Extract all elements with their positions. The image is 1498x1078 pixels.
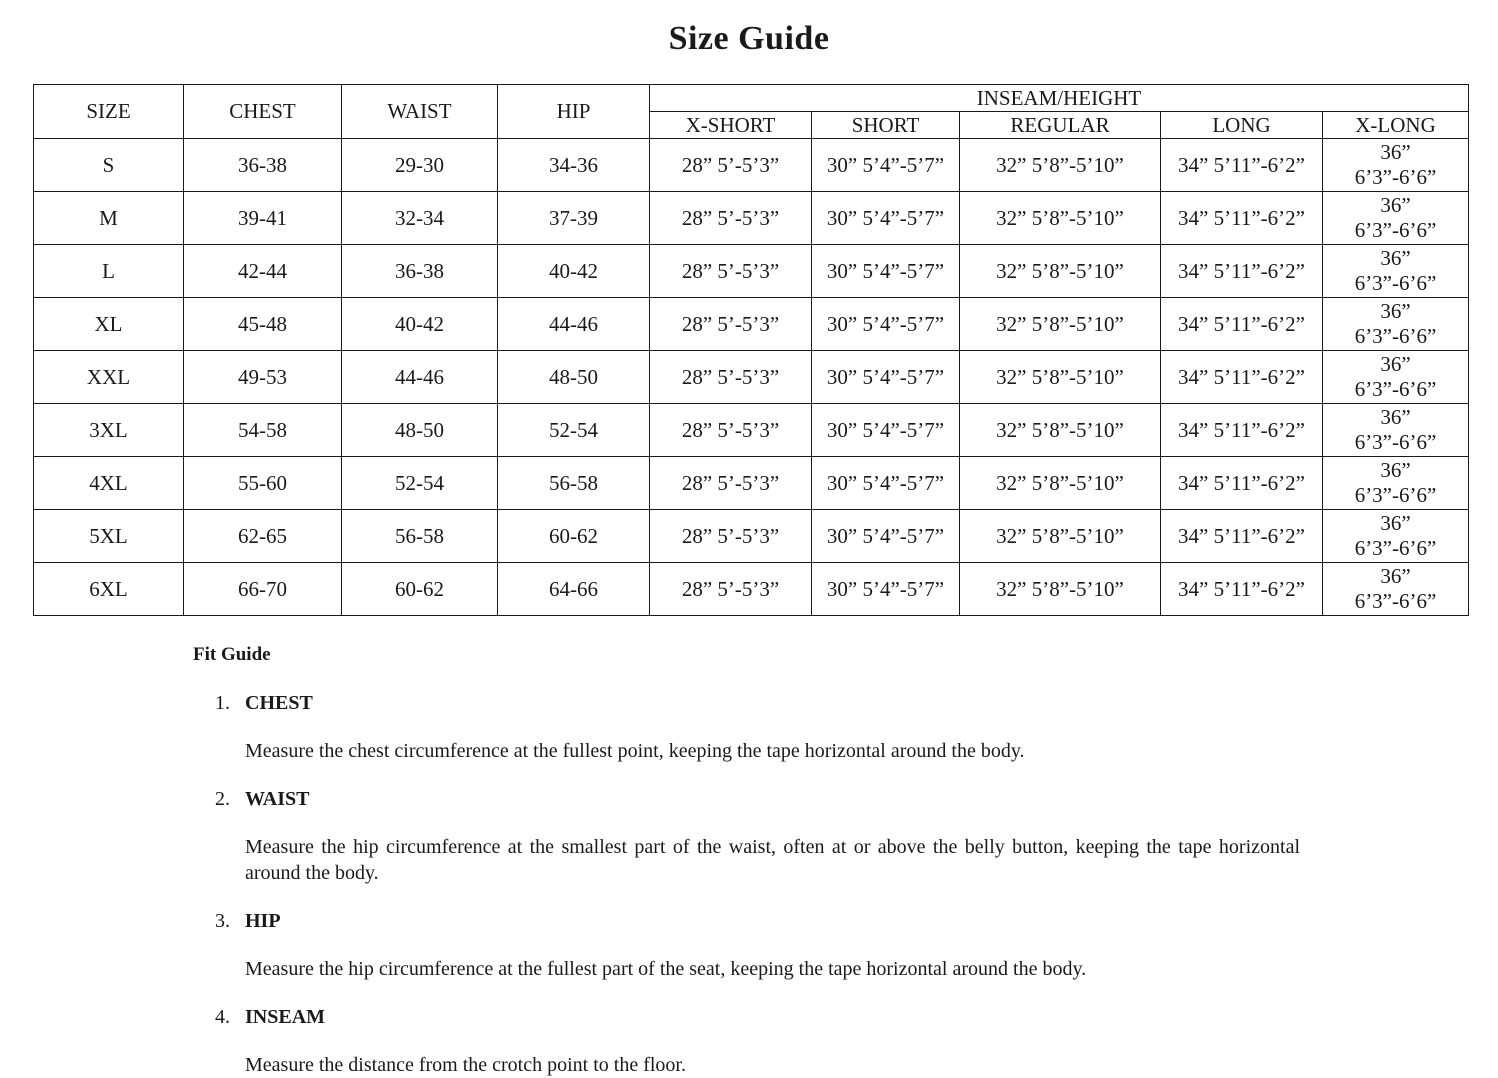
table-cell-chest: 62-65 <box>184 510 342 563</box>
fit-item-chest <box>215 690 1498 716</box>
table-cell-hip: 64-66 <box>498 563 650 616</box>
table-cell-waist: 56-58 <box>342 510 498 563</box>
table-cell-short: 30” 5’4”-5’7” <box>812 404 960 457</box>
column-header-chest: CHEST <box>184 85 342 139</box>
column-header-x-short: X-SHORT <box>650 112 812 139</box>
fit-item-inseam <box>215 1004 1498 1030</box>
column-header-x-long: X-LONG <box>1323 112 1469 139</box>
table-cell-size: L <box>34 245 184 298</box>
table-cell-xshort: 28” 5’-5’3” <box>650 563 812 616</box>
table-cell-chest: 49-53 <box>184 351 342 404</box>
page-title: Size Guide <box>668 20 830 57</box>
fit-item-hip <box>215 908 1498 934</box>
table-cell-size: S <box>34 139 184 192</box>
table-cell-xlong: 36” 6’3”-6’6” <box>1323 563 1469 616</box>
table-header <box>34 85 1469 139</box>
table-cell-short: 30” 5’4”-5’7” <box>812 139 960 192</box>
table-cell-xshort: 28” 5’-5’3” <box>650 351 812 404</box>
table-cell-short: 30” 5’4”-5’7” <box>812 510 960 563</box>
table-row <box>34 510 1469 563</box>
table-cell-short: 30” 5’4”-5’7” <box>812 563 960 616</box>
table-cell-long: 34” 5’11”-6’2” <box>1161 192 1323 245</box>
column-header-inseam-height: INSEAM/HEIGHT <box>650 85 1469 112</box>
table-cell-hip: 52-54 <box>498 404 650 457</box>
table-cell-chest: 39-41 <box>184 192 342 245</box>
table-cell-chest: 36-38 <box>184 139 342 192</box>
table-cell-xlong: 36” 6’3”-6’6” <box>1323 192 1469 245</box>
table-cell-hip: 60-62 <box>498 510 650 563</box>
table-cell-xshort: 28” 5’-5’3” <box>650 245 812 298</box>
table-cell-hip: 48-50 <box>498 351 650 404</box>
fit-item-description-hip: Measure the hip circumference at the fullest part of the seat, keeping the tape horizontal around the body. <box>245 958 1087 980</box>
table-cell-xlong: 36” 6’3”-6’6” <box>1323 298 1469 351</box>
table-cell-long: 34” 5’11”-6’2” <box>1161 139 1323 192</box>
fit-item-number: 2. <box>215 788 230 810</box>
table-row <box>34 351 1469 404</box>
fit-guide-heading: Fit Guide <box>193 644 271 665</box>
table-cell-regular: 32” 5’8”-5’10” <box>960 351 1161 404</box>
table-header-row-1 <box>34 85 1469 112</box>
table-cell-waist: 32-34 <box>342 192 498 245</box>
table-cell-short: 30” 5’4”-5’7” <box>812 298 960 351</box>
table-cell-regular: 32” 5’8”-5’10” <box>960 139 1161 192</box>
table-cell-xshort: 28” 5’-5’3” <box>650 139 812 192</box>
table-row <box>34 192 1469 245</box>
table-cell-chest: 42-44 <box>184 245 342 298</box>
table-cell-xshort: 28” 5’-5’3” <box>650 192 812 245</box>
column-header-waist: WAIST <box>342 85 498 139</box>
table-cell-short: 30” 5’4”-5’7” <box>812 192 960 245</box>
table-cell-long: 34” 5’11”-6’2” <box>1161 351 1323 404</box>
table-cell-size: XL <box>34 298 184 351</box>
fit-item-number: 4. <box>215 1006 230 1028</box>
table-cell-long: 34” 5’11”-6’2” <box>1161 563 1323 616</box>
size-chart-table <box>33 84 1469 616</box>
fit-item-number: 3. <box>215 910 230 932</box>
table-cell-xlong: 36” 6’3”-6’6” <box>1323 510 1469 563</box>
column-header-regular: REGULAR <box>960 112 1161 139</box>
fit-item-description-chest: Measure the chest circumference at the fullest point, keeping the tape horizontal around the body. <box>245 740 1025 762</box>
table-cell-waist: 52-54 <box>342 457 498 510</box>
table-cell-long: 34” 5’11”-6’2” <box>1161 245 1323 298</box>
table-cell-chest: 55-60 <box>184 457 342 510</box>
table-cell-waist: 36-38 <box>342 245 498 298</box>
table-cell-xlong: 36” 6’3”-6’6” <box>1323 404 1469 457</box>
column-header-long: LONG <box>1161 112 1323 139</box>
table-cell-regular: 32” 5’8”-5’10” <box>960 457 1161 510</box>
table-cell-regular: 32” 5’8”-5’10” <box>960 404 1161 457</box>
table-cell-regular: 32” 5’8”-5’10” <box>960 245 1161 298</box>
table-row <box>34 563 1469 616</box>
table-cell-size: 6XL <box>34 563 184 616</box>
table-row <box>34 404 1469 457</box>
table-cell-size: 4XL <box>34 457 184 510</box>
fit-item-waist <box>215 786 1498 812</box>
table-cell-waist: 40-42 <box>342 298 498 351</box>
table-cell-xlong: 36” 6’3”-6’6” <box>1323 139 1469 192</box>
table-cell-short: 30” 5’4”-5’7” <box>812 351 960 404</box>
table-cell-waist: 29-30 <box>342 139 498 192</box>
table-cell-xshort: 28” 5’-5’3” <box>650 457 812 510</box>
table-cell-xshort: 28” 5’-5’3” <box>650 404 812 457</box>
table-cell-xlong: 36” 6’3”-6’6” <box>1323 245 1469 298</box>
column-header-size: SIZE <box>34 85 184 139</box>
table-cell-waist: 44-46 <box>342 351 498 404</box>
table-cell-long: 34” 5’11”-6’2” <box>1161 298 1323 351</box>
table-cell-regular: 32” 5’8”-5’10” <box>960 298 1161 351</box>
table-cell-chest: 45-48 <box>184 298 342 351</box>
fit-item-title: WAIST <box>245 788 310 810</box>
table-cell-hip: 40-42 <box>498 245 650 298</box>
table-cell-regular: 32” 5’8”-5’10” <box>960 563 1161 616</box>
table-cell-regular: 32” 5’8”-5’10” <box>960 510 1161 563</box>
table-cell-short: 30” 5’4”-5’7” <box>812 245 960 298</box>
table-cell-hip: 56-58 <box>498 457 650 510</box>
table-cell-waist: 60-62 <box>342 563 498 616</box>
fit-item-title: HIP <box>245 910 281 932</box>
table-body <box>34 139 1469 616</box>
column-header-hip: HIP <box>498 85 650 139</box>
table-cell-waist: 48-50 <box>342 404 498 457</box>
table-cell-size: XXL <box>34 351 184 404</box>
table-row <box>34 457 1469 510</box>
table-cell-xlong: 36” 6’3”-6’6” <box>1323 457 1469 510</box>
table-cell-size: M <box>34 192 184 245</box>
table-cell-chest: 66-70 <box>184 563 342 616</box>
table-cell-size: 5XL <box>34 510 184 563</box>
table-row <box>34 245 1469 298</box>
table-cell-long: 34” 5’11”-6’2” <box>1161 510 1323 563</box>
table-cell-long: 34” 5’11”-6’2” <box>1161 457 1323 510</box>
table-row <box>34 298 1469 351</box>
table-cell-chest: 54-58 <box>184 404 342 457</box>
fit-guide-section <box>193 642 1498 1078</box>
fit-item-description-inseam: Measure the distance from the crotch point to the floor. <box>245 1054 686 1076</box>
table-cell-hip: 44-46 <box>498 298 650 351</box>
table-cell-hip: 34-36 <box>498 139 650 192</box>
table-row <box>34 139 1469 192</box>
fit-item-title: CHEST <box>245 692 313 714</box>
table-cell-hip: 37-39 <box>498 192 650 245</box>
table-cell-xshort: 28” 5’-5’3” <box>650 298 812 351</box>
table-cell-xshort: 28” 5’-5’3” <box>650 510 812 563</box>
fit-item-title: INSEAM <box>245 1006 326 1028</box>
table-cell-short: 30” 5’4”-5’7” <box>812 457 960 510</box>
table-cell-regular: 32” 5’8”-5’10” <box>960 192 1161 245</box>
fit-item-description-waist: Measure the hip circumference at the smallest part of the waist, often at or above the belly button, keeping the tape horizontal around the body. <box>245 836 1300 884</box>
table-cell-long: 34” 5’11”-6’2” <box>1161 404 1323 457</box>
table-cell-xlong: 36” 6’3”-6’6” <box>1323 351 1469 404</box>
table-cell-size: 3XL <box>34 404 184 457</box>
column-header-short: SHORT <box>812 112 960 139</box>
fit-item-number: 1. <box>215 692 230 714</box>
